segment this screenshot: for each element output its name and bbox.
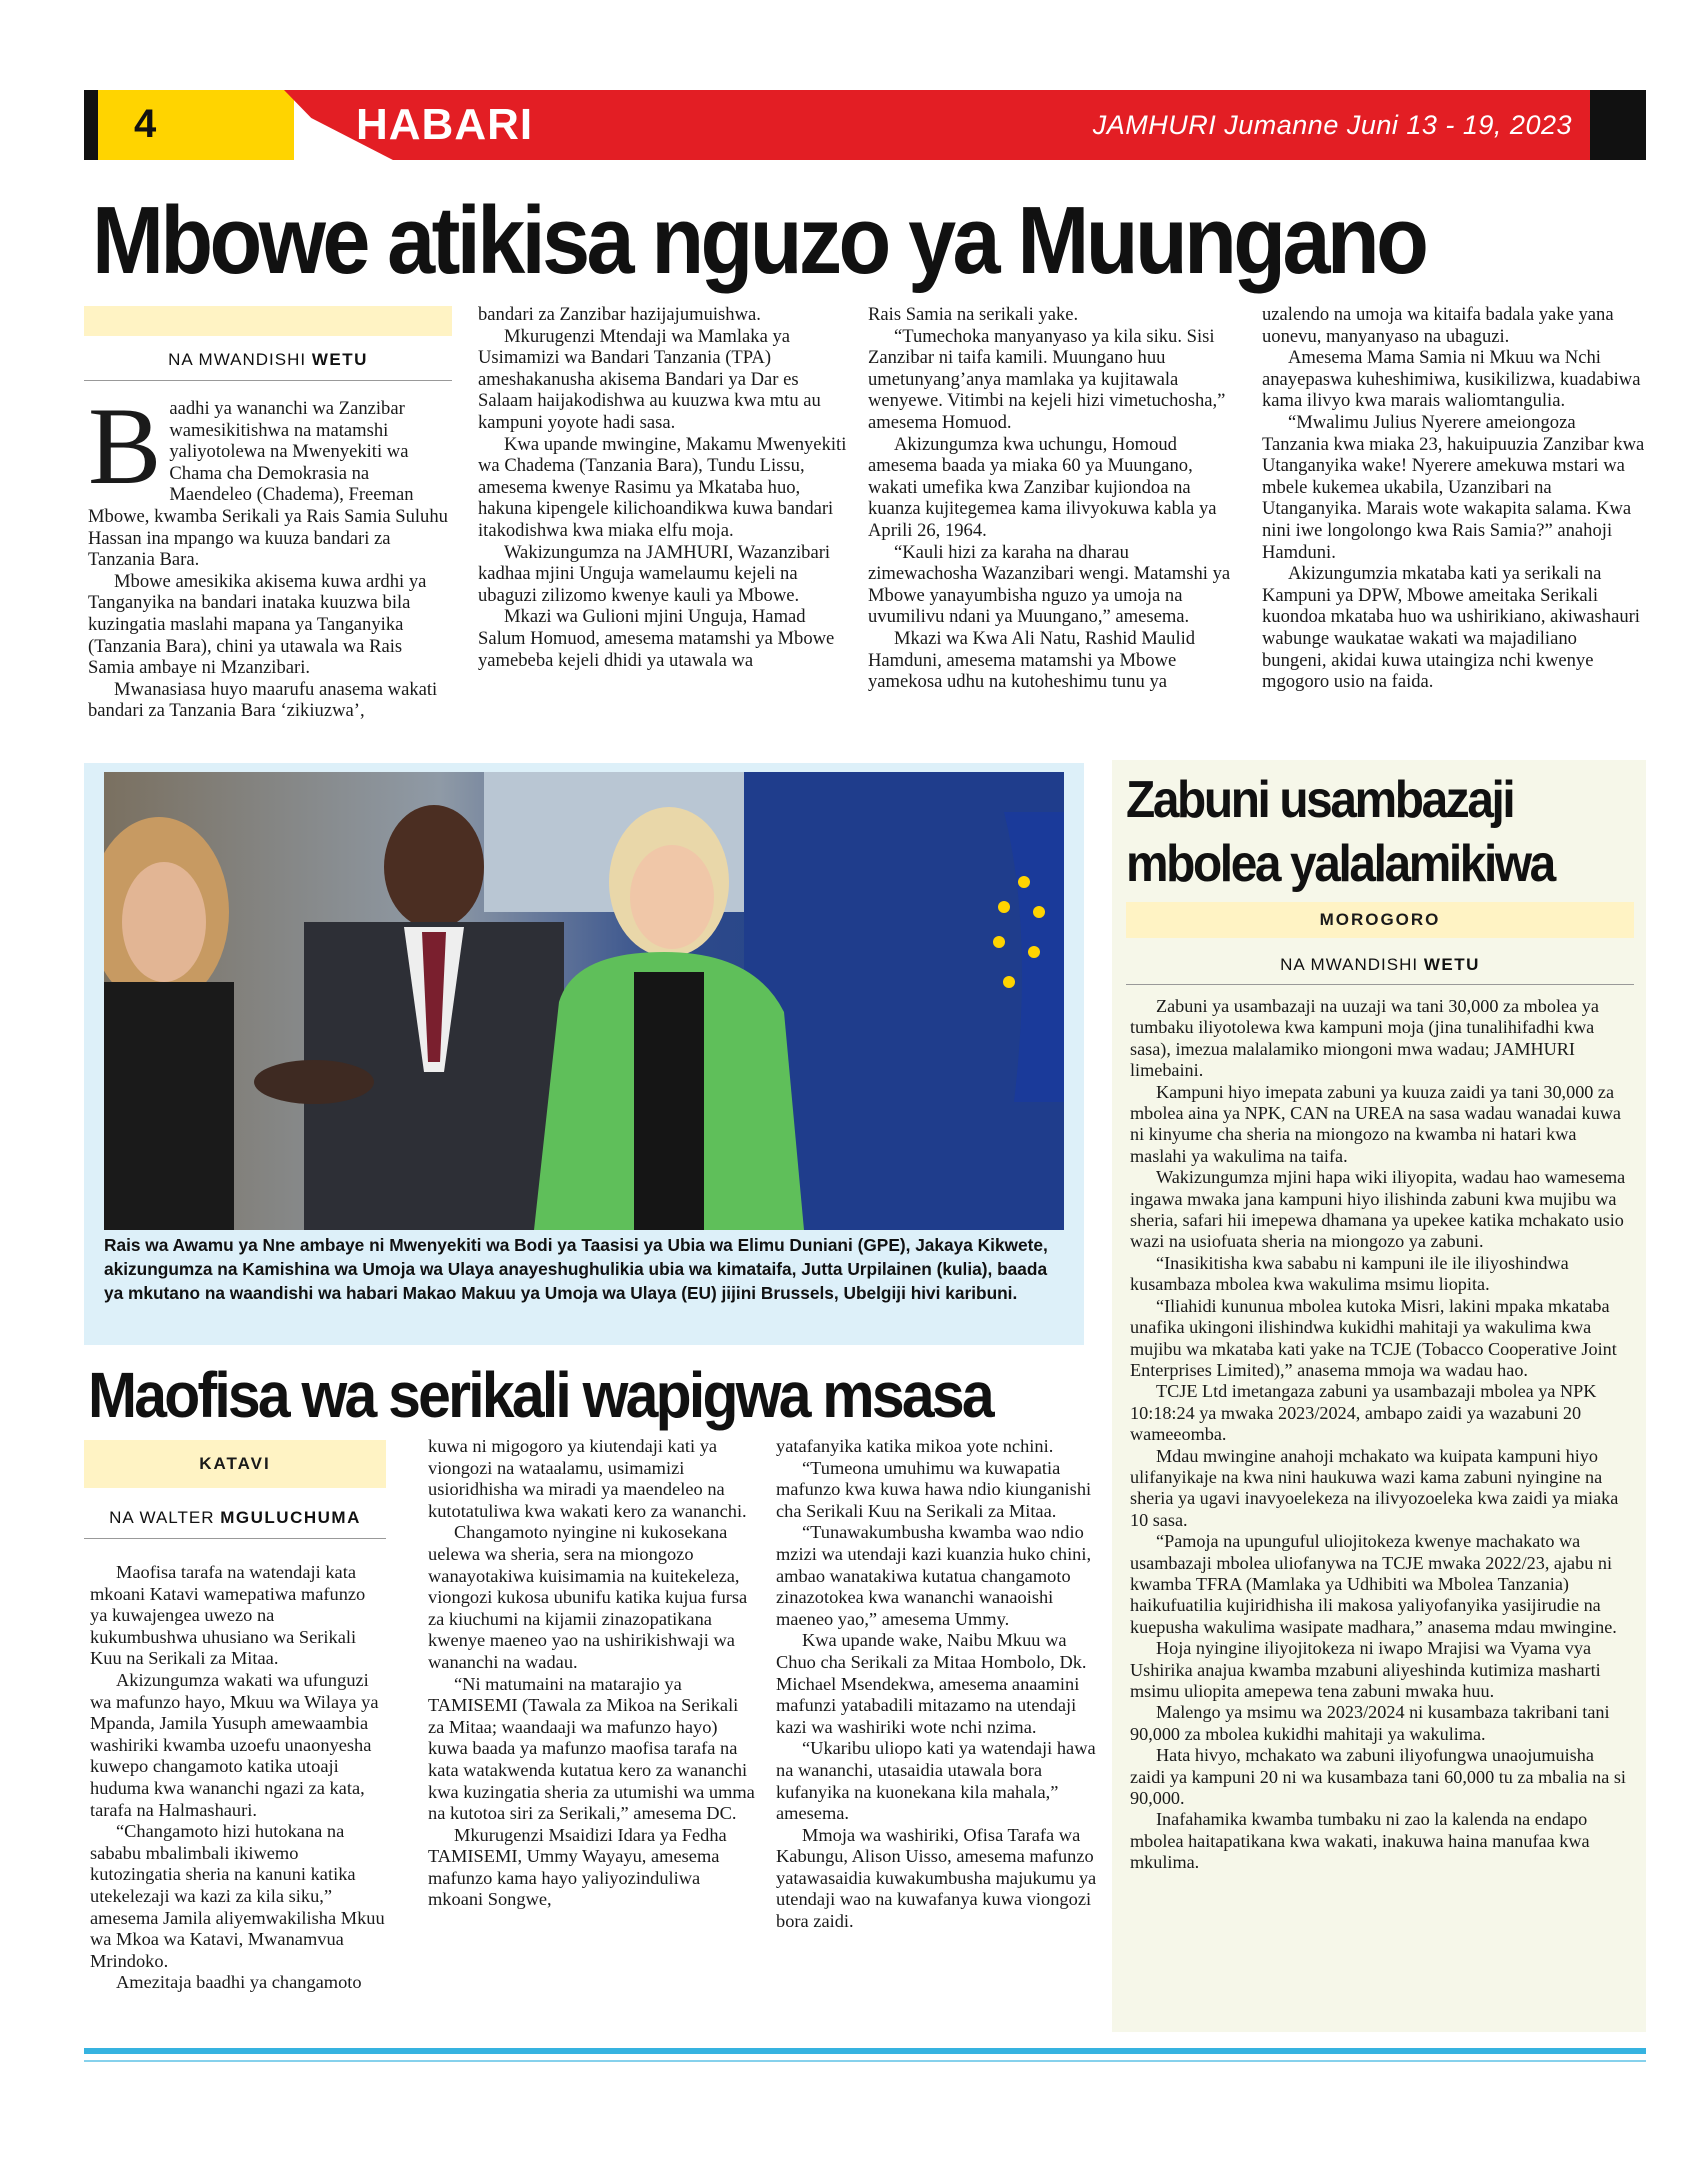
paragraph: Mwanasiasa huyo maarufu anasema wakati bandari za Tanzania Bara ‘zikiuzwa’, (88, 678, 438, 722)
photo-caption: Rais wa Awamu ya Nne ambaye ni Mwenyekiti wa Bodi ya Taasisi ya Ubia wa Elimu Duniani (GPE), Jakaya Kikwete, akizungumza na Kamishina wa Umoja wa Ulaya anayeshughulikia ubia wa kimataifa, Jutta Urpilainen (kulia), baada ya mkutano na waandishi wa habari Makao Makuu ya Umoja wa Ulaya (EU) jijini Brussels, Ubelgiji hivi karibuni. (104, 1235, 1048, 1303)
paragraph: kuwa ni migogoro ya kiutendaji kati ya viongozi na wataalamu, usimamizi usioridhisha wa miradi ya maendeleo na kutotatuliwa kwa wakati kero za wananchi. (428, 1436, 747, 1521)
page-number: 4 (134, 102, 157, 146)
main-headline: Mbowe atikisa nguzo ya Muungano (92, 187, 1426, 294)
sidebar-body (1130, 996, 1630, 1874)
news-photo (104, 772, 1064, 1230)
sidebar-byline: NA MWANDISHI WETU (1280, 955, 1480, 974)
main-column-4 (1262, 304, 1646, 693)
paragraph: “Tumechoka manyanyaso ya kila siku. Sisi Zanzibar ni taifa kamili. Muungano huu umetunyang’anya mamlaka ya kujitawala wenyewe. Vitimbi na kejeli hizi vimetuchosha,” amesema Homuod. (868, 325, 1226, 433)
paragraph: Baadhi ya wananchi wa Zanzibar wamesikitishwa na matamshi yaliyotolewa na Mwenyekiti wa Chama cha Demokrasia na Maendeleo (Chadema), Freeman Mbowe, kwamba Serikali ya Rais Samia Suluhu Hassan ina mpango wa kuuza bandari za Tanzania Bara. (88, 385, 448, 571)
bottom-location-tag: KATAVI (84, 1440, 386, 1488)
paragraph: “Tumeona umuhimu wa kuwapatia mafunzo kwa kuwa hawa ndio kiunganishi cha Serikali Kuu na Serikali za Mitaa. (776, 1457, 1092, 1521)
drop-cap: B (88, 385, 162, 507)
byline-prefix: NA MWANDISHI (168, 350, 307, 369)
sidebar-location-tag: MOROGORO (1126, 902, 1634, 938)
paragraph: Wakizungumza na JAMHURI, Wazanzibari kadhaa mjini Unguja wamelaumu kejeli na ubaguzi zilizomo kwenye kauli ya Mbowe. (478, 541, 831, 606)
paragraph: Mkazi wa Kwa Ali Natu, Rashid Maulid Hamduni, amesema matamshi ya Mbowe yamekosa udhu na kutoheshimu tunu ya (868, 627, 1196, 693)
paragraph: TCJE Ltd imetangaza zabuni ya usambazaji mbolea ya NPK 10:18:24 ya mwaka 2023/2024, ambapo zaidi ya wazabuni 20 wameeomba. (1130, 1381, 1597, 1445)
paragraph: Kwa upande mwingine, Makamu Mwenyekiti wa Chadema (Tanzania Bara), Tundu Lissu, amesema kwenye Rasimu ya Mkataba huo, hakuna kipengele kilichoandikwa kuwa bandari itakodishwa kwa miaka elfu moja. (478, 433, 847, 541)
paragraph: Akizungumza wakati wa ufunguzi wa mafunzo hayo, Mkuu wa Wilaya ya Mpanda, Jamila Yusuph amewaambia washiriki kwamba uzoefu unaonyesha kuwepo changamoto katika utoaji huduma kwa wananchi ngazi za kata, tarafa na Halmashauri. (90, 1669, 379, 1820)
paragraph: yatafanyika katika mikoa yote nchini. (776, 1436, 1054, 1456)
paragraph: Maofisa tarafa na watendaji kata mkoani Katavi wamepatiwa mafunzo ya kuwajengea uwezo na kukumbushwa uhusiano wa Serikali Kuu na Serikali za Mitaa. (90, 1562, 366, 1669)
byline-rule (84, 380, 452, 381)
paragraph: Mdau mwingine anahoji mchakato wa kuipata kampuni hiyo ulifanyikaje na kwa nini haukuwa wazi kama zabuni nyingine na sheria ya ugavi inavyoelekeza na ilivyozoeleka kwa zaidi ya miaka 10 sasa. (1130, 1445, 1619, 1530)
paragraph: “Ukaribu uliopo kati ya watendaji hawa na wananchi, utasaidia utawala bora kufanyika na kuonekana kila mahala,” amesema. (776, 1738, 1096, 1824)
paragraph: “Inasikitisha kwa sababu ni kampuni ile ile iliyoshindwa kusambaza mbolea kwa wakulima msimu liopita. (1130, 1252, 1569, 1295)
main-column-3 (868, 304, 1240, 693)
header-left-bar (84, 90, 98, 160)
paragraph: Zabuni ya usambazaji na uuzaji wa tani 30,000 za mbolea ya tumbaku iliyotolewa kwa kampuni moja (jina tunalihifadhi kwa sasa), imezua malalamiko miongoni mwa wadau; JAMHURI limebaini. (1130, 996, 1599, 1081)
paragraph: “Tunawakumbusha kwamba wao ndio mzizi wa utendaji kazi kuanzia huko chini, ambao wanatakiwa kutatua changamoto zinazotokea kwa wananchi wanaoishi maeneo yao,” amesema Ummy. (776, 1522, 1092, 1629)
paragraph: bandari za Zanzibar hazijajumuishwa. (478, 304, 761, 325)
bottom-byline: NA WALTER MGULUCHUMA (109, 1508, 361, 1527)
paragraph: Rais Samia na serikali yake. (868, 304, 1079, 325)
photo-illustration (104, 772, 1064, 1230)
paragraph: Kwa upande wake, Naibu Mkuu wa Chuo cha Serikali za Mitaa Hombolo, Dk. Michael Msendekwa, amesema anaamini mafunzi yatabadili mitazamo na utendaji kazi wa washiriki wote nchi nzima. (776, 1630, 1087, 1737)
paragraph: Hoja nyingine iliyojitokeza ni iwapo Mrajisi wa Vyama vya Ushirika anajua kwamba mzabuni aliyeshinda kutimiza masharti msimu uliopita amepewa tena zabuni mwaka huu. (1130, 1638, 1601, 1701)
main-column-2 (478, 304, 848, 671)
bottom-byline-rule (84, 1538, 386, 1539)
paragraph: Hata hivyo, mchakato wa zabuni iliyofungwa unaojumuisha zaidi ya kampuni 20 ni wa kusambaza tani 60,000 tu za mbalia na si 90,000. (1130, 1745, 1626, 1809)
page-header (84, 90, 1646, 160)
paragraph: Mbowe amesikika akisema kuwa ardhi ya Tanganyika na bandari inataka kuuzwa bila kuzingatia maslahi mapana ya Tanganyika (Tanzania Bara), chini ya utawala wa Rais Samia ambaye ni Mzanzibari. (88, 570, 427, 679)
footer-accent-bar (84, 2048, 1646, 2054)
main-byline (84, 350, 452, 370)
section-name: HABARI (356, 100, 534, 149)
paragraph: uzalendo na umoja wa kitaifa badala yake yana uonevu, manyanyaso na ubaguzi. (1262, 304, 1614, 347)
bottom-headline: Maofisa wa serikali wapigwa msasa (88, 1359, 992, 1431)
byline-name: WETU (311, 350, 368, 369)
sidebar-rule (1126, 984, 1634, 985)
paragraph: “Iliahidi kununua mbolea kutoka Misri, lakini mpaka mkataba unafika ukingoni ilishindwa kukidhi mahitaji ya wakulima kwa mujibu wa mkataba kati yake na TCJE (Tobacco Cooperative Joint Enterprises Limited),” anasema mmoja wa wadau hao. (1130, 1295, 1617, 1380)
header-right-bar (1590, 90, 1646, 160)
bottom-column-3 (776, 1436, 1098, 1933)
paragraph: “Changamoto hizi hutokana na sababu mbalimbali ikiwemo kutozingatia sheria na kanuni katika utekelezaji wa kazi za kila siku,” amesema Jamila aliyemwakilisha Mkuu wa Mkoa wa Katavi, Mwanamvua Mrindoko. (90, 1821, 385, 1971)
sidebar-headline: Zabuni usambazaji mbolea yalalamikiwa (1126, 771, 1554, 893)
paragraph: Wakizungumza mjini hapa wiki iliyopita, wadau hao wamesema ingawa mwaka jana kampuni hiyo ilishinda zabuni kwa mujibu wa sheria, safari hii imepewa dhamana ya upekee katika mchakato usio wazi na usiofuata sheria na miongozo ya zabuni. (1130, 1167, 1626, 1252)
paragraph: Changamoto nyingine ni kukosekana uelewa wa sheria, sera na miongozo wanayotakiwa kuisimamia na kuitekeleza, viongozi kukosa ubunifu katika kujua fursa za kiuchumi na kijamii zinazopatikana kwenye maeneo yao na ushirikishwaji wa wananchi na wadau. (428, 1522, 748, 1672)
header-yellow-band (84, 90, 294, 160)
bottom-column-2 (428, 1436, 758, 1911)
paragraph: Mkazi wa Gulioni mjini Unguja, Hamad Salum Homuod, amesema matamshi ya Mbowe yamebeba kejeli dhidi ya utawala wa (478, 606, 835, 671)
paragraph: Amezitaja baadhi ya changamoto (116, 1972, 362, 1993)
issue-date-line: JAMHURI Jumanne Juni 13 - 19, 2023 (1092, 110, 1572, 140)
paragraph: Akizungumzia mkataba kati ya serikali na Kampuni ya DPW, Mbowe ameitaka Serikali kuondoa mkataba huo wa ushirikiano, akiwashauri wabunge waukatae wakati wa majadiliano bungeni, akidai kuwa utaingiza nchi kwenye mgogoro usio na faida. (1262, 563, 1640, 693)
paragraph: Inafahamika kwamba tumbaku ni zao la kalenda na endapo mbolea haitapatikana kwa wakati, inakuwa haina manufaa kwa mkulima. (1130, 1809, 1590, 1873)
paragraph: “Ni matumaini na matarajio ya TAMISEMI (Tawala za Mikoa na Serikali za Mitaa; waandaaji wa mafunzo hayo) kuwa baada ya mafunzo maofisa tarafa na kata watakwenda kutatua kero za wananchi kwa kuzingatia sheria za utumishi wa umma na kutotoa siri za Serikali,” amesema DC. (428, 1673, 755, 1824)
paragraph: Mkurugenzi Mtendaji wa Mamlaka ya Usimamizi wa Bandari Tanzania (TPA) ameshakanusha akisema Bandari ya Dar es Salaam haijakodishwa au kuuzwa kwa mtu au kampuni yoyote hadi sasa. (478, 325, 821, 433)
paragraph: Akizungumza kwa uchungu, Homoud amesema baada ya miaka 60 ya Muungano, wakati umefika kwa Zanzibar kujiondoa na kuanza kujitegemea kama ilivyokuwa kabla ya Aprili 26, 1964. (868, 433, 1217, 541)
paragraph: Mmoja wa washiriki, Ofisa Tarafa wa Kabungu, Alison Uisso, amesema mafunzo yatawasaidia kuwakumbusha majukumu ya utendaji wao na kuwafanya kuwa viongozi bora zaidi. (776, 1824, 1097, 1932)
main-column-1 (88, 385, 452, 722)
paragraph: Mkurugenzi Msaidizi Idara ya Fedha TAMISEMI, Ummy Wayayu, amesema mafunzo kama hayo yaliyozinduliwa mkoani Songwe, (428, 1824, 727, 1910)
bottom-column-1 (90, 1562, 386, 1994)
paragraph: Amesema Mama Samia ni Mkuu wa Nchi anayepaswa kuheshimiwa, kusikilizwa, kuadabiwa kama ilivyo kwa marais waliomtangulia. (1262, 347, 1641, 412)
paragraph: “Pamoja na upunguful uliojitokeza kwenye machakato wa usambazaji mbolea uliofanywa na TCJE mwaka 2022/23, ajabu ni kwamba TFRA (Mamlaka ya Udhibiti wa Mbolea Tanzania) haikufuatilia kujiridhisha ili makosa yaliyofanyika yasijirudie na kuepusha wakulima wasipate madhara,” anasema mdau mwingine. (1130, 1531, 1617, 1637)
footer-accent-line (84, 2060, 1646, 2062)
main-tag-bar (84, 306, 452, 336)
paragraph: “Kauli hizi za karaha na dharau zimewachosha Wazanzibari wengi. Matamshi ya Mbowe yanayumbisha nguzo ya umoja na uvumilivu ndani ya Muungano,” amesema. (868, 541, 1231, 628)
paragraph: Malengo ya msimu wa 2023/2024 ni kusambaza takribani tani 90,000 za mbolea kukidhi mahitaji ya wakulima. (1130, 1702, 1610, 1744)
paragraph: “Mwalimu Julius Nyerere ameiongoza Tanzania kwa miaka 23, hakuipuuzia Zanzibar kwa Utanganyika wake! Nyerere amekuwa mstari wa mbele kukemea ukabila, Uzanzibari na Utanganyika. Marais wote wakapita salama. Kwa nini iwe longolongo kwa Rais Samia?” anahoji Hamduni. (1262, 411, 1645, 563)
paragraph: Kampuni hiyo imepata zabuni ya kuuza zaidi ya tani 30,000 za mbolea aina ya NPK, CAN na UREA na sasa wadau wanadai kuwa ni kinyume cha sheria na miongozo na kwamba ni hatari kwa maslahi ya wakulima na taifa. (1130, 1081, 1621, 1166)
